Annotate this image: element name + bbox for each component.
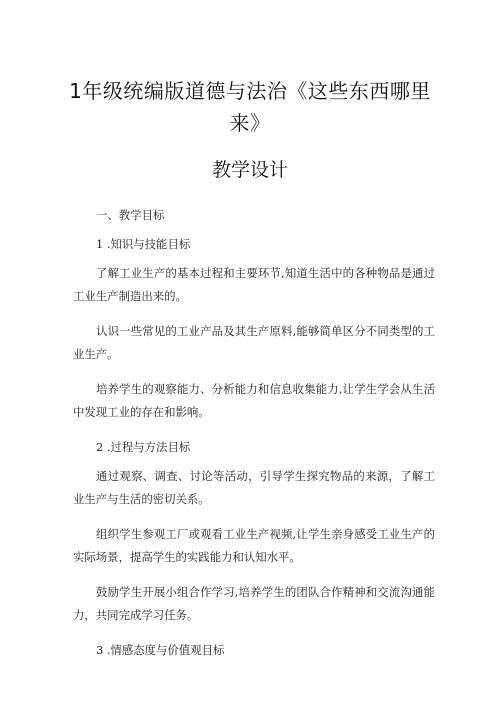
document-title-line-2: 来》 [229, 111, 271, 135]
paragraph-4: 通过观察、调查、讨论等活动，引导学生探究物品的来源，了解工业生产与生活的密切关系。 [73, 469, 435, 506]
paragraph-6: 鼓励学生开展小组合作学习,培养学生的团队合作精神和交流沟通能力，共同完成学习任务。 [73, 585, 435, 622]
document-subtitle: 教学设计 [211, 159, 288, 181]
paragraph-5: 组织学生参观工厂或观看工业生产视频,让学生亲身感受工业生产的实际场景，提高学生的实践能力和认知水平。 [73, 527, 435, 564]
subheading-emotions-values: 3 .情感态度与价值观目标 [96, 643, 225, 657]
paragraph-1: 了解工业生产的基本过程和主要环节,知道生活中的各种物品是通过工业生产制造出来的。 [73, 266, 435, 303]
document-title-line-1: 1年级统编版道德与法治《这些东西哪里 [69, 79, 431, 103]
subheading-knowledge-skills: 1 .知识与技能目标 [96, 237, 191, 251]
subheading-process-methods: 2 .过程与方法目标 [96, 440, 191, 454]
section-heading-teaching-goals: 一、教学目标 [96, 208, 165, 222]
paragraph-2: 认识一些常见的工业产品及其生产原料,能够简单区分不同类型的工业生产。 [73, 324, 435, 361]
paragraph-3: 培养学生的观察能力、分析能力和信息收集能力,让学生学会从生活中发现工业的存在和影响。 [73, 382, 435, 419]
